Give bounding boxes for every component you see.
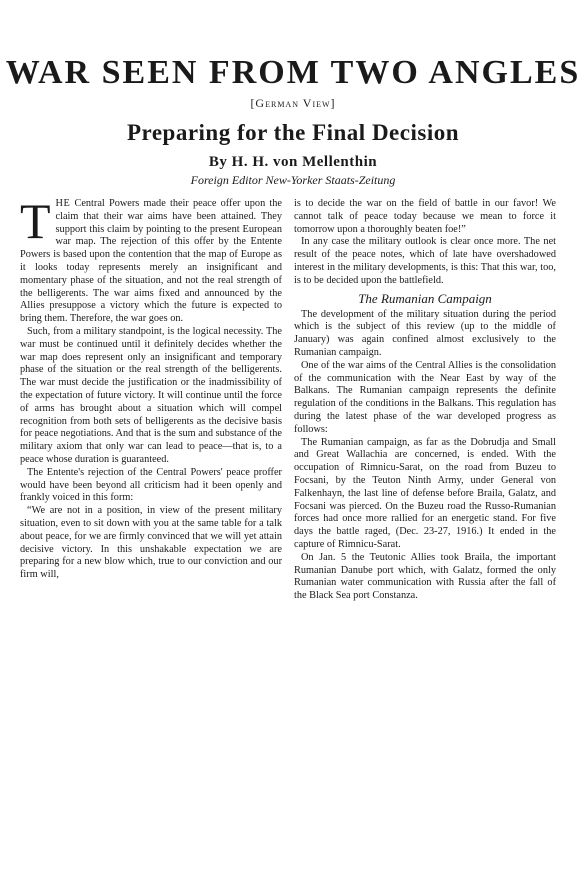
paragraph: The Entente's rejection of the Central Powers' peace proffer would have been beyond all criticism had it been openly and frankly voiced in this form: bbox=[20, 466, 282, 504]
paragraph: Such, from a military standpoint, is the logical necessity. The war must be continued until it definitely decides whether the war map does represent only an insignificant and temporary phase of the situation or the real strength of the belligerents. The war must decide the justification or the inadmissibility of the expectation of future victory. It will continue until the force of arms has brought about a situation which will compel recognition from both sets of belligerents as the decisive basis for peace negotiations. And that is the sum and substance of the military axiom that only war can lead to peace—that is, to a peace whose duration is guaranteed. bbox=[20, 325, 282, 465]
right-column bbox=[294, 198, 556, 603]
drop-cap: T bbox=[20, 193, 51, 249]
paragraph: “We are not in a position, in view of the present military situation, even to sit down with you at the same table for a talk about peace, for we are firmly convinced that we will yet attain decisive victory. In this unshakable expectation we are preparing for a new blow which, true to our conviction and our firm will, bbox=[20, 505, 282, 581]
section-heading: The Rumanian Campaign bbox=[358, 290, 492, 306]
paragraph: One of the war aims of the Central Allies is the consolidation of the communication with the Near East by way of the Balkans. The Rumanian campaign represents the definite regulation of the conditions in the Balkans. This regulation has during the latest phase of the war developed progress as follows: bbox=[294, 359, 556, 435]
article-main-title: WAR SEEN FROM TWO ANGLES bbox=[5, 54, 581, 91]
paragraph: On Jan. 5 the Teutonic Allies took Braila, the important Rumanian Danube port which, with Galatz, formed the only Rumanian water communication with Russia after the fall of the Black Sea port Constanza. bbox=[294, 551, 556, 602]
paragraph: In any case the military outlook is clear once more. The net result of the peace notes, which of late have overshadowed interest in the military developments, is this: That this war, too, is to be decided upon the battlefield. bbox=[294, 236, 556, 286]
paragraph-text: Central Powers made their peace offer upon the claim that their war aims have been attained. They support this claim by pointing to the present European war map. The rejection of this offer by the Entente Powers is based upon the contention that the map of Europe as it looks today represents merely an insignificant and momentary phase of the situation, and not the real strength of the belligerents. The war aims fixed and announced by the Allies presuppose a victory which the future is expected to bring them. Therefore, the war goes on. bbox=[20, 198, 282, 325]
article-subtitle: Preparing for the Final Decision bbox=[126, 120, 459, 145]
author-byline: By H. H. von Mellenthin bbox=[208, 154, 378, 170]
paragraph: The development of the military situation during the period which is the subject of this review (up to the middle of January) was again confined almost exclusively to the Rumanian campaign. bbox=[294, 308, 556, 358]
author-affiliation: Foreign Editor New-Yorker Staats-Zeitung bbox=[190, 173, 396, 187]
first-word: HE bbox=[55, 198, 71, 209]
paragraph bbox=[20, 193, 282, 326]
left-column bbox=[20, 193, 282, 582]
section-label: [German View] bbox=[250, 96, 336, 110]
paragraph: The Rumanian campaign, as far as the Dobrudja and Small and Great Wallachia are concerned, is ended. With the occupation of Rimnicu-Sarat, on the road from Buzeu to Focsani, by the Teuton Ninth Army, under General von Falkenhayn, the last line of defense before Braila, Galatz, and Focsani was pierced. On the Buzeu road the Russo-Rumanian forces had once more rallied for an energetic stand. For five days the battle raged, (Dec. 23-27, 1916.) It ended in the capture of Rimnicu-Sarat. bbox=[294, 436, 556, 550]
paragraph: is to decide the war on the field of battle in our favor! We cannot talk of peace today because we mean to force it tomorrow upon a thoroughly beaten foe!” bbox=[294, 198, 556, 235]
